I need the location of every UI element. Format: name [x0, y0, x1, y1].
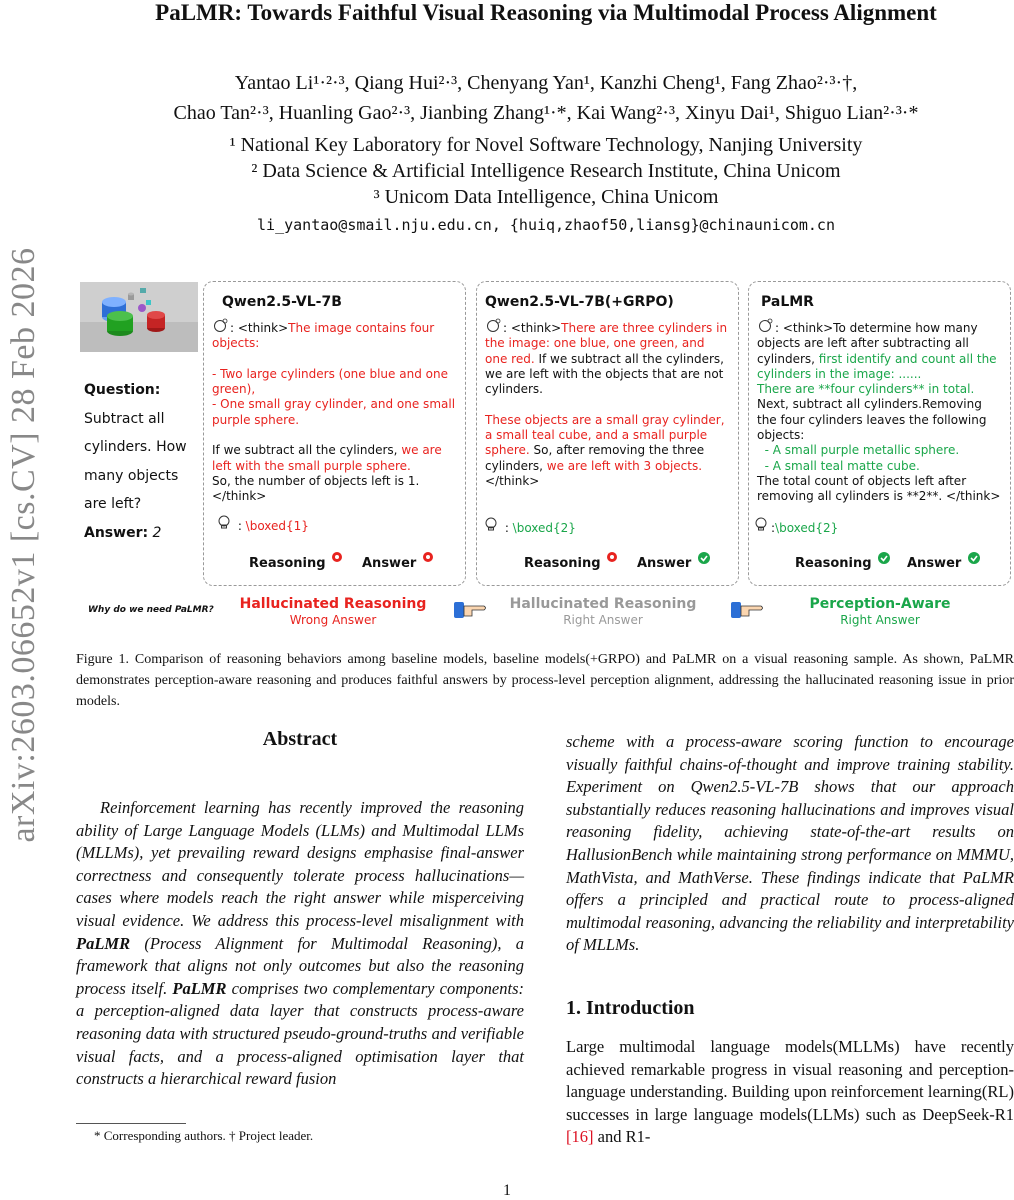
- affiliations: [78, 132, 1014, 210]
- reasoning-text-4: The total count of objects left after removing all cylinders is **2**. </think>: [757, 473, 1001, 504]
- affiliation-3: ³ Unicom Data Intelligence, China Unicom: [373, 186, 719, 208]
- answer-indicator-label: Answer: [637, 556, 692, 571]
- check-badge-icon: [966, 551, 982, 567]
- boxed-value: \boxed{2}: [775, 521, 839, 535]
- thinking-head-icon: [757, 318, 775, 332]
- thinking-head-icon: [212, 318, 230, 332]
- panel-qwen-grpo: [476, 281, 739, 586]
- reasoning-indicator: [249, 551, 344, 571]
- hallucinated-text-1: The image contains four objects:: [212, 321, 439, 351]
- footnote: * Corresponding authors. † Project leader.: [94, 1128, 314, 1143]
- reasoning-indicator: [795, 551, 892, 571]
- reasoning-text-4: So, after removing the three cylinders,: [485, 443, 708, 473]
- question-label: Question:: [84, 382, 161, 398]
- lightbulb-icon: [753, 516, 771, 532]
- reasoning-label: Reasoning: [795, 556, 872, 571]
- author-emails: li_yantao@smail.nju.edu.cn, {huiq,zhaof50,liansg}@chinaunicom.cn: [257, 216, 835, 234]
- think-open: : <think>: [503, 321, 562, 335]
- check-badge-icon: [876, 551, 892, 567]
- think-open: : <think>To determine how many objects are left after subtracting all cylinders,: [757, 321, 982, 366]
- reasoning-label: Reasoning: [249, 556, 326, 571]
- panel-title: Qwen2.5-VL-7B: [222, 294, 342, 310]
- answer-label: Answer:: [84, 524, 149, 541]
- reasoning-text-3: If we subtract all the cylinders,: [212, 443, 402, 458]
- panel-reasoning-text: [757, 318, 1002, 505]
- status-panel-1: [233, 596, 433, 627]
- page-number: 1: [503, 1182, 511, 1199]
- author-list: [78, 68, 1014, 128]
- reasoning-text-5: So, the number of objects left is 1. </think>: [212, 473, 420, 504]
- boxed-value: \boxed{2}: [512, 521, 576, 535]
- panel-title: Qwen2.5-VL-7B(+GRPO): [485, 294, 674, 310]
- status-panel-2: [503, 596, 703, 627]
- panel-reasoning-text: [212, 318, 457, 505]
- lightbulb-icon: [216, 514, 234, 530]
- question-block: [84, 376, 194, 547]
- boxed-answer: : \boxed{1}: [216, 514, 309, 533]
- hallucinated-text-3: These objects are a small gray cylinder, a small teal cube, and a small purple sphere.: [485, 412, 729, 458]
- pointing-hand-icon: [729, 598, 765, 622]
- figure-caption: Figure 1. Comparison of reasoning behaviors among baseline models, baseline models(+GRPO) and PaLMR on a visual reasoning sample. As shown, PaLMR demonstrates perception-aware reasoning and produces faithful answers by process-level perception alignment, addressing the hallucinated reasoning issue in prior models.: [76, 652, 1014, 709]
- footnote-rule: [76, 1123, 186, 1124]
- panel-palmr: [748, 281, 1011, 586]
- answer-indicator: [637, 551, 712, 571]
- arxiv-stamp-text: arXiv:2603.06652v1 [cs.CV] 28 Feb 2026: [5, 247, 42, 843]
- intro-heading: 1. Introduction: [566, 997, 695, 1019]
- why-label: Why do we need PaLMR?: [88, 605, 214, 615]
- lightbulb-icon: [483, 516, 501, 532]
- abstract-part-2: (Process Alignment for Multimodal Reasoning), a framework that aligns not only outcomes but also the reasoning process itself.: [76, 933, 524, 998]
- thinking-head-icon: [485, 318, 503, 332]
- abstract-body-continued: scheme with a process-aware scoring function to encourage visually faithful chains-of-thought and improve training stability. Experiment on Qwen2.5-VL-7B shows that our approach substantially reduces reasoning hallucinations and improves visual reasoning fidelity, achieving state-of-the-art results on HallusionBench while maintaining strong performance on MMMU, MathVista, and MathVerse. These findings indicate that PaLMR offers a principled and practical route to process-aligned multimodal reasoning, advancing the reliability and interpretability of MLLMs.: [566, 732, 1014, 955]
- status-subtitle: Right Answer: [840, 613, 920, 627]
- hallucinated-text-4: we are left with the small purple sphere.: [212, 443, 446, 473]
- boxed-answer: : \boxed{2}: [483, 516, 576, 535]
- hallucinated-text-5: we are left with 3 objects.: [546, 458, 703, 473]
- authors-line-2: Chao Tan²·³, Huanling Gao²·³, Jianbing Zhang¹·*, Kai Wang²·³, Xinyu Dai¹, Shiguo Lian²·³·*: [173, 102, 919, 124]
- affiliation-1: ¹ National Key Laboratory for Novel Software Technology, Nanjing University: [229, 134, 863, 156]
- answer-indicator-label: Answer: [362, 556, 417, 571]
- panel-title: PaLMR: [761, 294, 814, 310]
- panel-qwen: [203, 281, 466, 586]
- grounded-text-3: - A small purple metallic sphere. - A small teal matte cube.: [764, 443, 960, 473]
- intro-text: Large multimodal language models(MLLMs) have recently achieved remarkable progress in visual reasoning and perception-language understanding. Building upon reinforcement learning(RL) successes in large language models(LLMs) such as DeepSeek-R1: [566, 1037, 1014, 1124]
- question-text: Subtract all cylinders. How many objects are left?: [84, 410, 187, 512]
- status-title: Perception-Aware: [809, 596, 951, 612]
- palmr-name: PaLMR: [172, 978, 227, 998]
- panel-reasoning-text: [485, 318, 730, 489]
- hallucinated-text-2: - Two large cylinders (one blue and one green), - One small gray cylinder, and one small purple sphere.: [212, 366, 456, 427]
- clevr-scene-image: [80, 282, 198, 352]
- wrong-badge-icon: [330, 551, 344, 567]
- boxed-answer: :\boxed{2}: [753, 516, 838, 535]
- paper-title: PaLMR: Towards Faithful Visual Reasoning via Multimodal Process Alignment: [155, 0, 937, 25]
- status-title: Hallucinated Reasoning: [509, 596, 697, 612]
- status-subtitle: Wrong Answer: [289, 613, 377, 627]
- answer-indicator: [362, 551, 435, 571]
- wrong-badge-icon: [605, 551, 619, 567]
- reasoning-text-6: </think>: [485, 473, 540, 488]
- pointing-hand-icon: [452, 598, 488, 622]
- arxiv-stamp: [4, 205, 44, 885]
- intro-body: [566, 1036, 1014, 1149]
- check-badge-icon: [696, 551, 712, 567]
- affiliation-2: ² Data Science & Artificial Intelligence Research Institute, China Unicom: [251, 160, 841, 182]
- abstract-part-1: Reinforcement learning has recently improved the reasoning ability of Large Language Models (LLMs) and Multimodal LLMs (MLLMs), yet prevailing reward designs emphasise final-answer correctness and consequently tolerate process hallucinations—cases where models reach the right answer while misperceiving visual evidence. We address this process-level misalignment with: [76, 798, 524, 930]
- citation-link[interactable]: [16]: [566, 1127, 594, 1147]
- answer-value: 2: [152, 524, 162, 541]
- reasoning-text-2: Next, subtract all cylinders.Removing the four cylinders leaves the following objects:: [757, 397, 987, 443]
- abstract-heading: Abstract: [262, 728, 338, 750]
- abstract-part-3: comprises two complementary components: a perception-aligned data layer that constructs process-aware reasoning data with structured pseudo-ground-truths and verifiable visual facts, and a process-aligned optimisation layer that constructs a hierarchical reward fusion: [76, 978, 524, 1089]
- answer-indicator: [907, 551, 982, 571]
- reasoning-label: Reasoning: [524, 556, 601, 571]
- answer-row: [84, 519, 194, 548]
- think-open: : <think>: [230, 321, 289, 335]
- abstract-body: [76, 797, 524, 1091]
- intro-text-end: and R1-: [593, 1127, 651, 1147]
- grounded-text-1: first identify and count all the cylinders in the image: ...... There are **four cylinders** in total.: [757, 351, 997, 397]
- status-subtitle: Right Answer: [563, 613, 643, 627]
- status-title: Hallucinated Reasoning: [239, 596, 427, 612]
- answer-indicator-label: Answer: [907, 556, 962, 571]
- status-panel-3: [780, 596, 980, 627]
- hallucinated-text-1: There are three cylinders in the image: one blue, one green, and one red.: [485, 321, 731, 366]
- reasoning-text-2: If we subtract all the cylinders, we are left with the objects that are not cylinders.: [485, 351, 728, 397]
- reasoning-indicator: [524, 551, 619, 571]
- wrong-badge-icon: [421, 551, 435, 567]
- palmr-name: PaLMR: [76, 933, 131, 953]
- authors-line-1: Yantao Li¹·²·³, Qiang Hui²·³, Chenyang Yan¹, Kanzhi Cheng¹, Fang Zhao²·³·†,: [234, 72, 858, 94]
- boxed-value: \boxed{1}: [245, 519, 309, 533]
